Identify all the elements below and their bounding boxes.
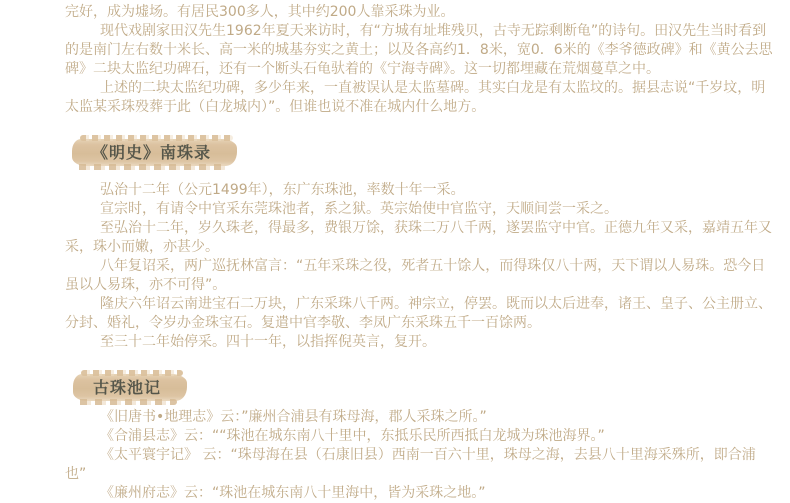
guzhuchiji-text-block [65, 408, 775, 503]
paragraph: 宣宗时，有请令中官采东莞珠池者，系之狱。英宗始使中官监守，天顺间尝一采之。 [100, 201, 618, 217]
paragraph: 弘治十二年（公元1499年），东广东珠池，率数十年一采。 [100, 182, 465, 198]
paragraph: 《合浦县志》云：““珠池在城东南八十里中，东抵乐民所西抵白龙城为珠池海界。” [100, 428, 605, 444]
section-title: 《明史》南珠录 [92, 143, 212, 162]
section-title: 古珠池记 [93, 378, 162, 397]
paragraph: 隆庆六年诏云南进宝石二万块，广东采珠八千两。神宗立，停罢。既而以太后进奉，诸王、皇子、公主册立、分封、婚礼，令岁办金珠宝石。复遣中官李敬、李凤广东采珠五千一百馀两。 [65, 296, 772, 331]
paragraph: 上述的二块太监纪功碑，多少年来，一直被误认是太监墓碑。其实白龙是有太监坟的。据县志说“千岁坟，明太监某采珠殁葬于此（白龙城内）”。但谁也说不准在城内什么地方。 [65, 80, 766, 115]
intro-text-block [65, 3, 775, 117]
paragraph: 现代戏剧家田汉先生1962年夏天来访时，有“方城有址堆残贝，古寺无踪剩断龟”的诗句。田汉先生当时看到的是南门左右数十米长、高一米的城基夯实之黄土；以及各高约1．8米，宽0．6米的《李爷德政碑》和《黄公去思碑》二块太监纪功碑石，还有一个断头石龟驮着的《宁海寺碑》。这一切都埋藏在荒烟蔓草之中。 [65, 23, 773, 77]
paragraph: 《旧唐书•地理志》云：”廉州合浦县有珠母海，郡人采珠之所。” [100, 409, 487, 425]
section-header-guzhuchiji [73, 372, 775, 403]
paragraph: 八年复诏采，两广巡抚林富言：“五年采珠之役，死者五十馀人，而得珠仅八十两，天下谓以人易珠。恐今日虽以人易珠，亦不可得”。 [65, 258, 766, 293]
paragraph: 《太平寰宇记》 云：“珠母海在县（石康旧县）西南一百六十里，珠母之海，去县八十里海采殊所，即合浦也” [65, 447, 756, 482]
section-header-mingshi-nanzhulu [72, 137, 775, 168]
paragraph: 《廉州府志》云：“珠池在城东南八十里海中，皆为采珠之地。” [100, 485, 486, 501]
mingshi-nanzhulu-text-block [65, 181, 775, 352]
paragraph: 完好，成为墟场。有居民300多人，其中约200人靠采珠为业。 [65, 4, 455, 20]
paragraph: 至弘治十二年，岁久珠老，得最多，费银万馀，获珠二万八千两，遂罢监守中官。正德九年又采，嘉靖五年又采，珠小而嫩，亦甚少。 [65, 220, 772, 255]
document-body [65, 3, 775, 503]
brush-stroke-highlight [73, 374, 187, 401]
brush-stroke-highlight [72, 139, 237, 166]
paragraph: 至三十二年始停采。四十一年，以指挥倪英言，复开。 [100, 334, 436, 350]
